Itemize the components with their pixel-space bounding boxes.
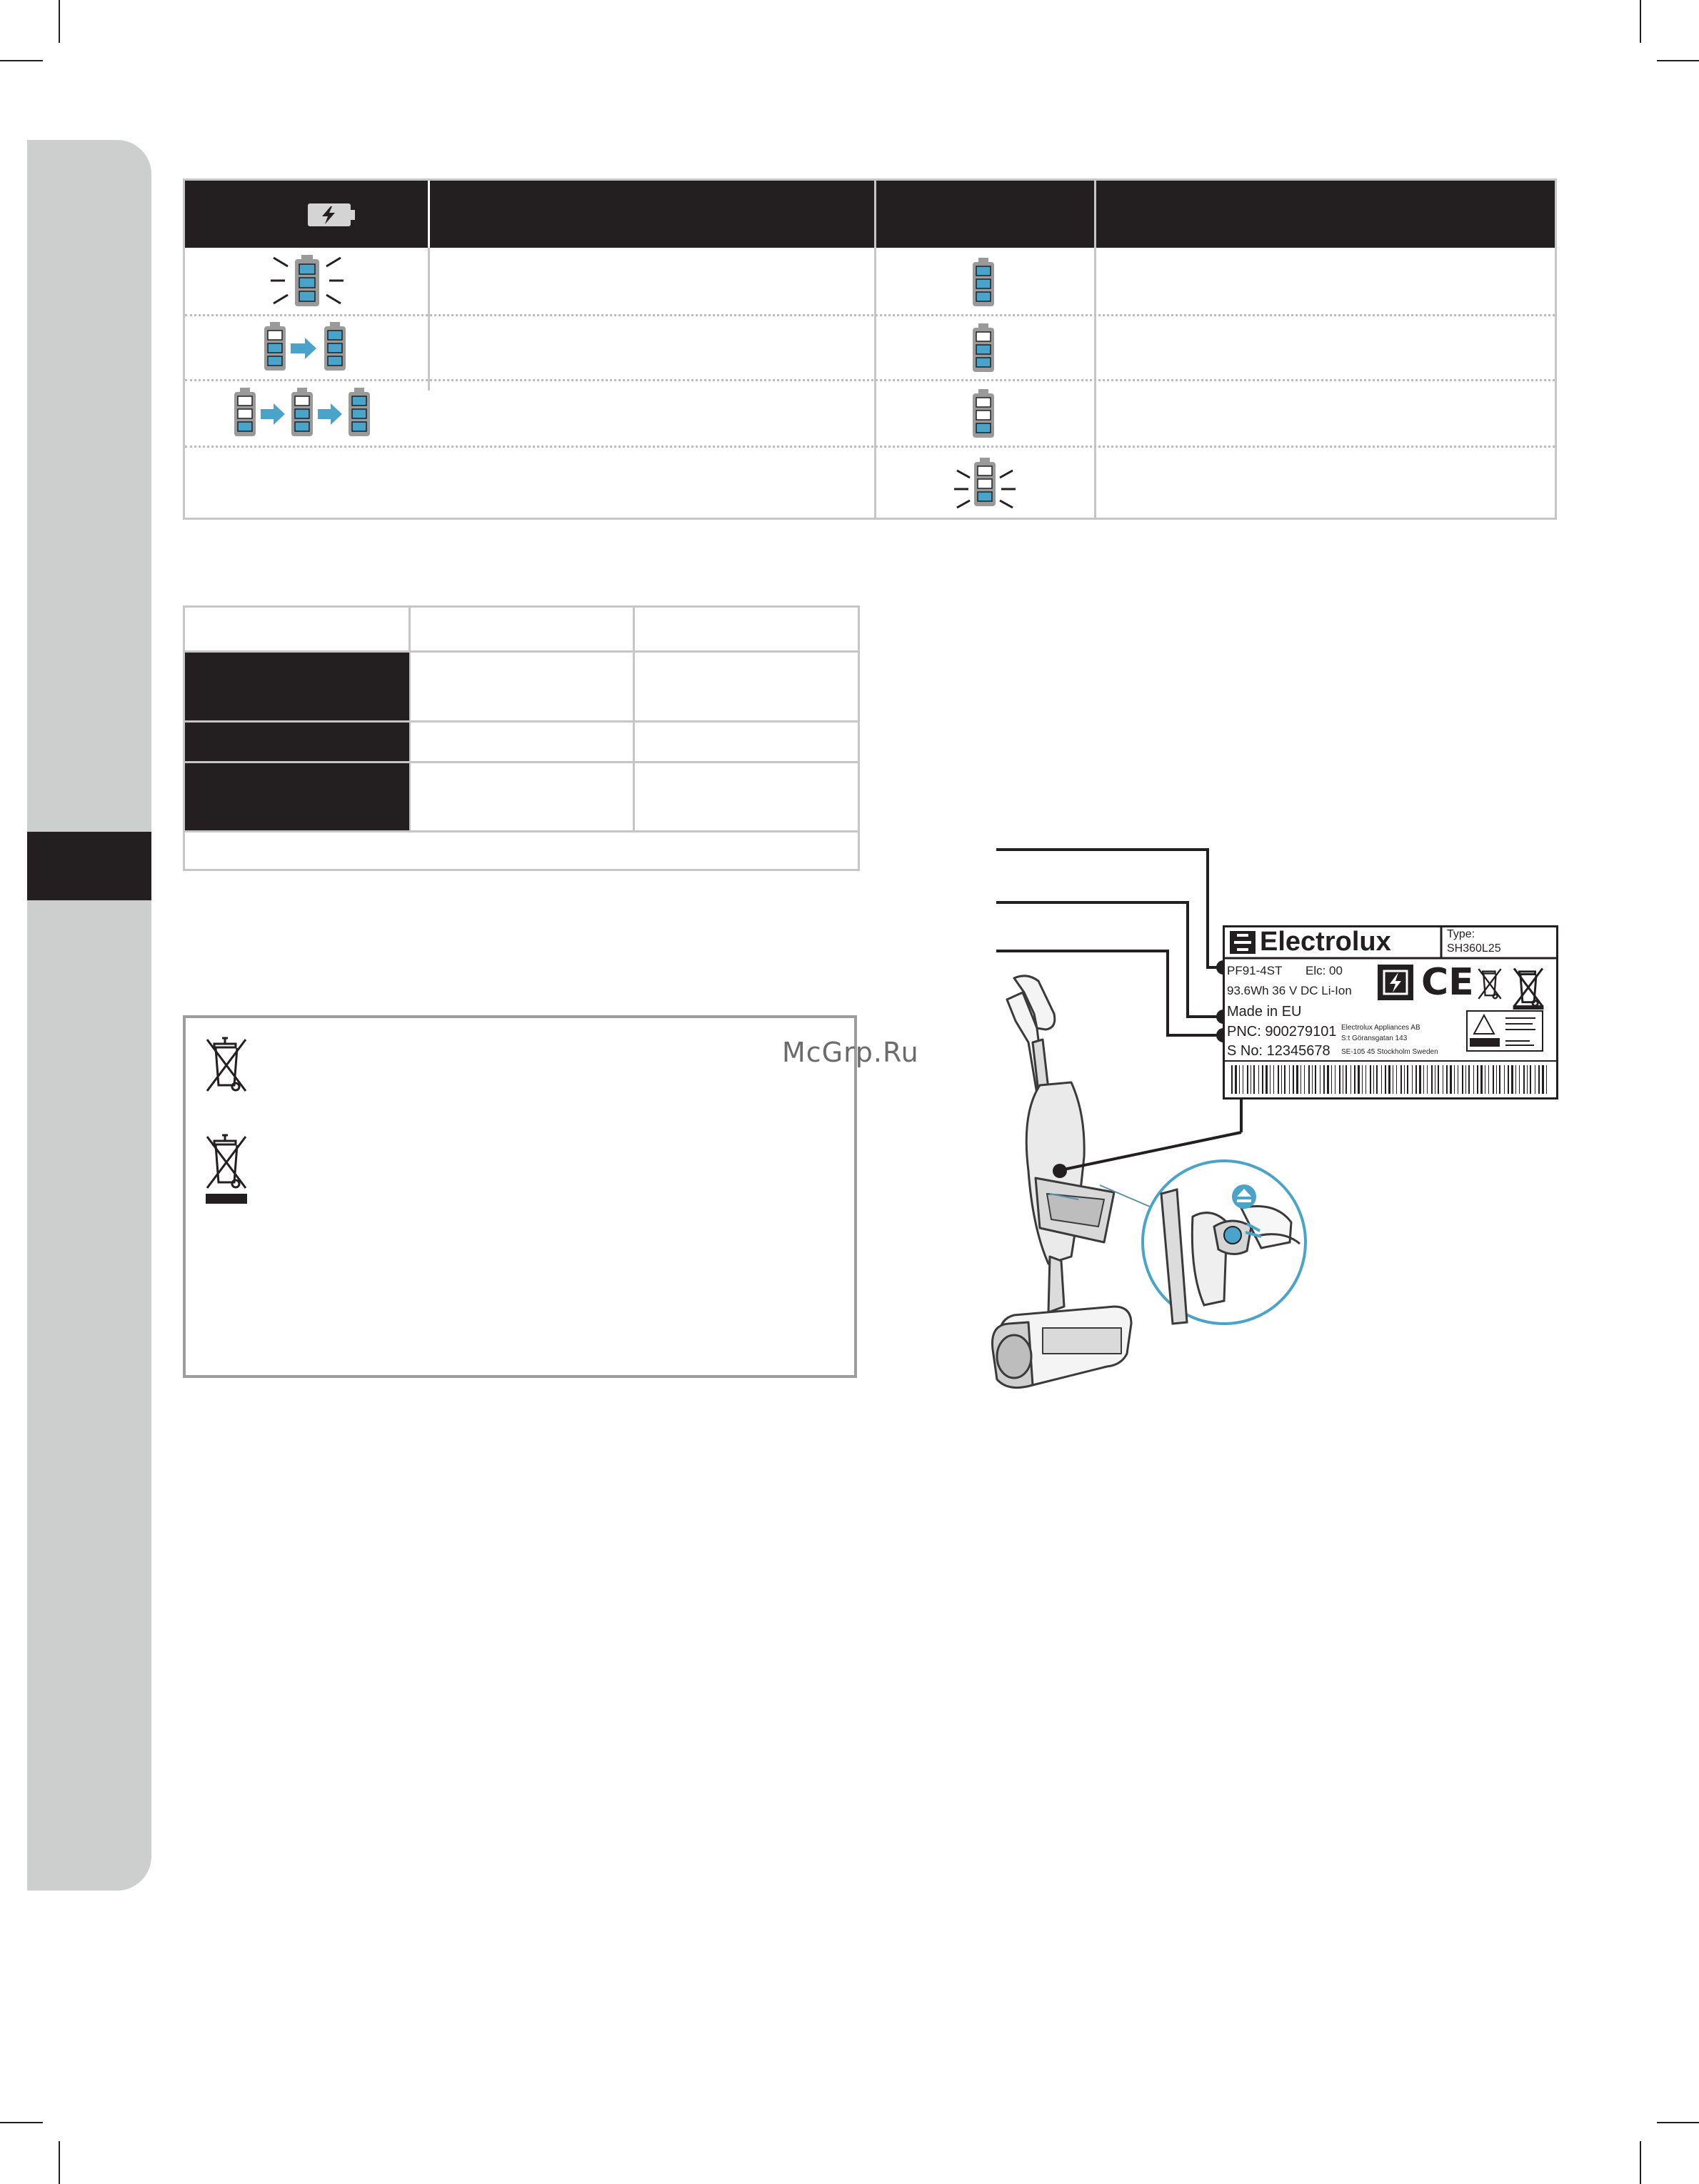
tuv-certification-icon (1465, 1010, 1544, 1052)
chapter-side-tab-active (27, 832, 151, 900)
crop-mark (1657, 2122, 1699, 2123)
battery-two-segments-icon (971, 322, 996, 373)
row-divider (185, 830, 858, 832)
crop-mark (1640, 2141, 1641, 2184)
table-header-cell (430, 181, 874, 248)
crop-mark (0, 2122, 43, 2123)
barcode-bar (1468, 1065, 1470, 1094)
row-header-cell (185, 723, 409, 761)
battery-three-segments-icon (971, 256, 996, 308)
magnified-battery-removal-illustration (1140, 1158, 1308, 1327)
row-header-cell (185, 653, 409, 720)
barcode-bar (1511, 1065, 1513, 1094)
crop-mark (1657, 60, 1699, 61)
barcode-bar (1499, 1065, 1500, 1094)
crop-mark (59, 0, 60, 43)
barcode-bar (1488, 1065, 1489, 1094)
table-header-cell (876, 181, 1094, 248)
barcode-bar (1407, 1065, 1408, 1094)
column-divider (428, 248, 430, 391)
barcode-bar (1385, 1065, 1386, 1094)
row-header-cell (185, 763, 409, 830)
electrolux-logo-icon (1228, 930, 1257, 955)
barcode-bar (1542, 1065, 1544, 1094)
barcode-bar (1504, 1065, 1505, 1094)
barcode-bar (1527, 1065, 1528, 1094)
double-insulation-icon (1375, 962, 1415, 1002)
chapter-side-tab (27, 140, 151, 1891)
manufacturer-address-line: S:t Göransgatan 143 (1341, 1035, 1408, 1042)
barcode-bar (1519, 1065, 1520, 1094)
barcode-bar (1496, 1065, 1497, 1094)
battery-low-blinking-icon (953, 455, 1017, 512)
barcode-bar (1477, 1065, 1478, 1094)
battery-indicator-table (183, 178, 1557, 520)
barcode-bar (1446, 1065, 1448, 1094)
barcode-bar (1381, 1065, 1382, 1094)
elc-code: Elc: 00 (1305, 964, 1343, 977)
barcode-bar (1423, 1065, 1424, 1094)
crossed-out-wheelie-bin-icon (1511, 965, 1545, 1010)
barcode-bar (1400, 1065, 1402, 1094)
manufacturer-address-line: SE-105 45 Stockholm Sweden (1341, 1048, 1438, 1056)
brand-name: Electrolux (1260, 927, 1391, 957)
pnc-number: PNC: 900279101 (1227, 1024, 1337, 1040)
manufacturer-address-line: Electrolux Appliances AB (1341, 1024, 1420, 1032)
barcode-bar (1450, 1065, 1452, 1094)
crop-mark (0, 60, 43, 61)
column-divider (1094, 181, 1096, 518)
barcode-bar (1508, 1065, 1509, 1094)
battery-one-to-two-to-three-segments-icon (232, 386, 385, 439)
barcode-bar (1431, 1065, 1433, 1094)
table-header-cell (1096, 181, 1555, 248)
row-divider (185, 379, 1555, 381)
watermark: McGrp.Ru (782, 1037, 919, 1068)
battery-full-blinking-icon (268, 252, 346, 309)
battery-one-segment-icon (971, 388, 996, 439)
barcode-bar (1523, 1065, 1525, 1094)
remove-indicator-icon (1230, 1182, 1258, 1211)
barcode-bar (1427, 1065, 1428, 1094)
barcode-bar (1493, 1065, 1494, 1094)
crossed-out-wheelie-bin-icon (204, 1035, 249, 1095)
barcode-bar (1530, 1065, 1531, 1094)
barcode-bar (1473, 1065, 1474, 1094)
barcode-bar (1419, 1065, 1421, 1094)
barcode-bar (1388, 1065, 1390, 1094)
type-label: Type: (1447, 928, 1475, 940)
barcode-bar (1412, 1065, 1413, 1094)
crossed-out-wheelie-bin-with-bar-icon (204, 1132, 249, 1205)
column-divider (874, 181, 876, 518)
serial-number: S No: 12345678 (1227, 1043, 1330, 1059)
row-divider (185, 314, 1555, 316)
barcode-bar (1480, 1065, 1483, 1094)
barcode-bar (1538, 1065, 1540, 1094)
barcode-bar (1415, 1065, 1417, 1094)
barcode-bar (1465, 1065, 1466, 1094)
specification-table (183, 605, 860, 871)
column-divider (633, 608, 635, 831)
row-divider (185, 446, 1555, 448)
crop-mark (59, 2141, 60, 2184)
origin: Made in EU (1227, 1004, 1302, 1020)
barcode-bar (1515, 1065, 1516, 1094)
model-number: PF91-4ST (1227, 964, 1283, 977)
barcode-bar (1396, 1065, 1397, 1094)
battery-charging-icon (306, 202, 356, 228)
barcode-bar (1546, 1065, 1547, 1094)
barcode-bar (1404, 1065, 1405, 1094)
ce-mark-icon: CE (1421, 961, 1474, 1004)
battery-two-to-three-segments-icon (262, 321, 355, 373)
disposal-info-box (183, 1015, 857, 1378)
barcode-bar (1438, 1065, 1439, 1094)
barcode-bar (1462, 1065, 1463, 1094)
crossed-out-wheelie-bin-icon (1477, 965, 1503, 1002)
type-value: SH360L25 (1447, 942, 1501, 955)
crop-mark (1640, 0, 1641, 43)
battery-rating: 93.6Wh 36 V DC Li-Ion (1227, 984, 1352, 997)
barcode-bar (1454, 1065, 1455, 1094)
